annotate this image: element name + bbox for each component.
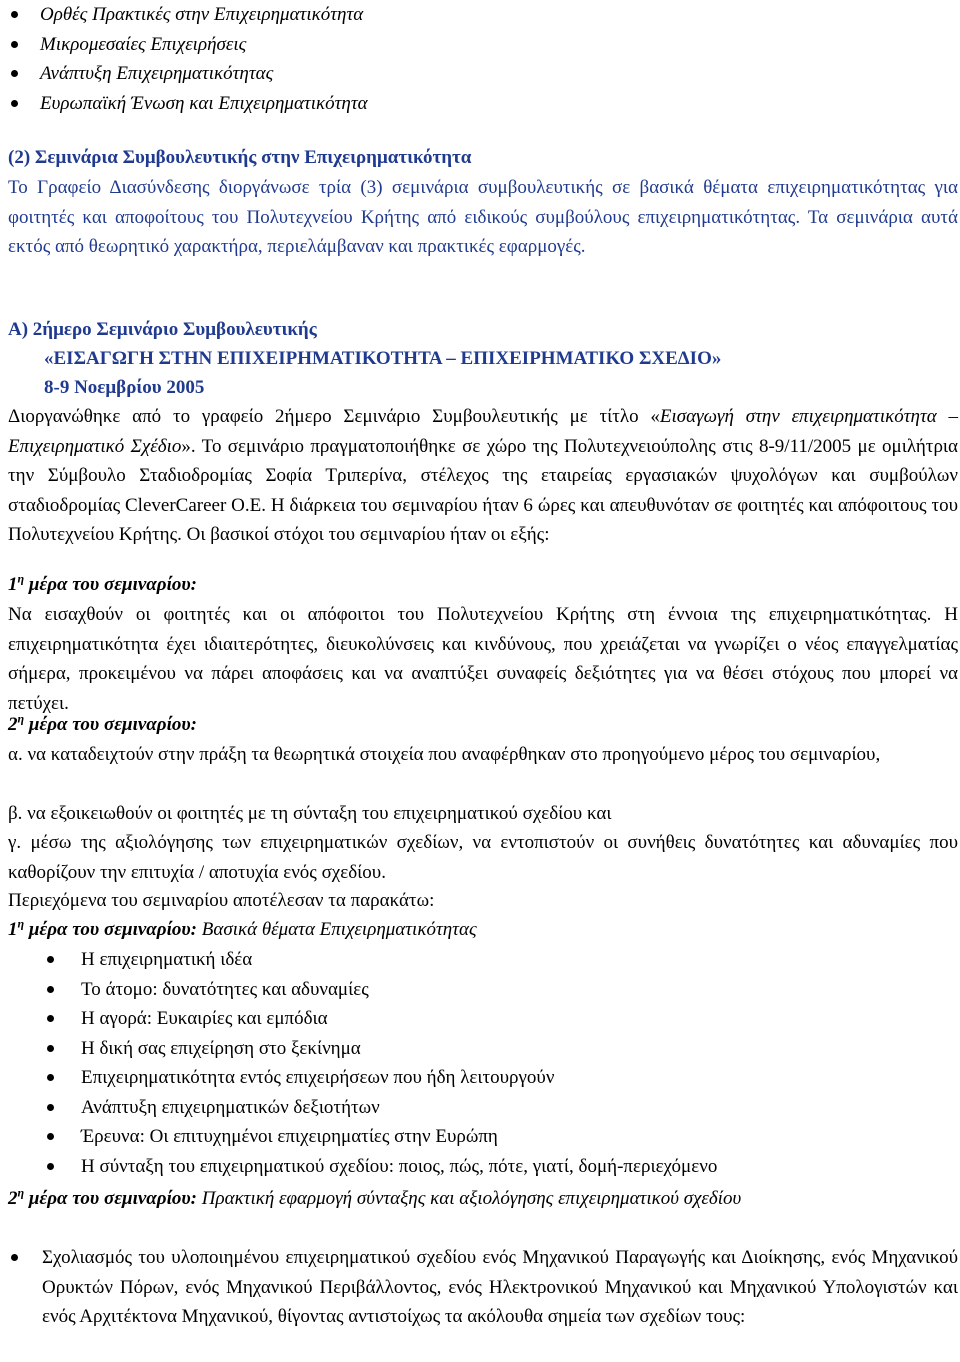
list-item: Η αγορά: Ευκαιρίες και εμπόδια — [0, 1004, 717, 1034]
seminar-title: Α) 2ήμερο Σεμινάριο Συμβουλευτικής — [8, 319, 317, 340]
list-item: Η δική σας επιχείρηση στο ξεκίνημα — [0, 1034, 717, 1064]
day2-goal-b: β. να εξοικειωθούν οι φοιτητές με τη σύνταξη του επιχειρηματικού σχεδίου και — [8, 803, 612, 824]
seminar-description: Διοργανώθηκε από το γραφείο 2ήμερο Σεμινάριο Συμβουλευτικής με τίτλο «Εισαγωγή στην επιχειρηματικότητα – Επιχειρηματικό Σχέδιο». Το σεμινάριο πραγματοποιήθηκε σε χώρο της Πολυτεχνειούπολης στις 8-9/11/2005 με ομιλήτρια την Σύμβουλο Σταδιοδρομίας Σοφία Τριπερίνα, στέλεχος της εταιρείας εργασιακών ψυχολόγων και συμβούλων σταδιοδρομίας CleverCareer O.E. Η διάρκεια του σεμιναρίου ήταν 6 ώρες και απευθυνόταν σε φοιτητές και απόφοιτους του Πολυτεχνείου Κρήτης. Οι βασικοί στόχοι του σεμιναρίου ήταν οι εξής: — [8, 406, 959, 545]
list-item: Ανάπτυξη Επιχειρηματικότητας — [0, 59, 368, 89]
intro-paragraph: Το Γραφείο Διασύνδεσης διοργάνωσε τρία (3) σεμινάρια συμβουλευτικής σε βασικά θέματα επιχειρηματικότητας για φοιτητές και αποφοίτους του Πολυτεχνείου Κρήτης από ειδικούς συμβούλους επιχειρηματικότητας. Τα σεμινάρια αυτά εκτός από θεωρητικό χαρακτήρα, περιελάμβαναν και πρακτικές εφαρμογές. — [8, 177, 958, 257]
bullet-icon — [11, 100, 18, 107]
list-item: Το άτομο: δυνατότητες και αδυναμίες — [0, 975, 717, 1005]
list-item: Η σύνταξη του επιχειρηματικού σχεδίου: ποιος, πώς, πότε, γιατί, δομή-περιεχόμενο — [0, 1152, 717, 1182]
list-item: Η επιχειρηματική ιδέα — [0, 945, 717, 975]
seminar-italic-title: Εισαγωγή στην επιχειρηματικότητα – Επιχειρηματικό Σχέδιο — [8, 406, 959, 457]
bullet-icon — [11, 11, 18, 18]
day1-contents-list — [0, 945, 717, 1181]
bullet-icon — [47, 1133, 54, 1140]
bullet-icon — [11, 41, 18, 48]
bullet-icon — [11, 70, 18, 77]
bullet-icon — [47, 956, 54, 963]
bullet-icon — [47, 1015, 54, 1022]
list-item: Ευρωπαϊκή Ένωση και Επιχειρηματικότητα — [0, 89, 368, 119]
bullet-icon — [47, 1104, 54, 1111]
list-item: Έρευνα: Οι επιτυχημένοι επιχειρηματίες στην Ευρώπη — [0, 1122, 717, 1152]
list-item: Μικρομεσαίες Επιχειρήσεις — [0, 30, 368, 60]
list-item: Ανάπτυξη επιχειρηματικών δεξιοτήτων — [0, 1093, 717, 1123]
list-item: Επιχειρηματικότητα εντός επιχειρήσεων που ήδη λειτουργούν — [0, 1063, 717, 1093]
bullet-icon — [47, 986, 54, 993]
day1-contents-heading: $1^\eta$ μέρα του σεμιναρίου: Βασικά θέματα Επιχειρηματικότητας — [8, 916, 477, 940]
seminar-subtitle: «ΕΙΣΑΓΩΓΗ ΣΤΗΝ ΕΠΙΧΕΙΡΗΜΑΤΙΚΟΤΗΤΑ – ΕΠΙΧΕΙΡΗΜΑΤΙΚΟ ΣΧΕΔΙΟ» — [44, 348, 722, 369]
bullet-icon — [47, 1045, 54, 1052]
bullet-icon — [11, 1254, 18, 1261]
bullet-icon — [47, 1074, 54, 1081]
bullet-icon — [47, 1163, 54, 1170]
day1-goals-text: Να εισαχθούν οι φοιτητές και οι απόφοιτοι του Πολυτεχνείου Κρήτης στη έννοια της επιχειρηματικότητας. Η επιχειρηματικότητα έχει ιδιαιτερότητες, διευκολύνσεις και κινδύνους, που χρειάζεται να γνωρίζει ο νέος επαγγελματίας σήμερα, προκειμένου να πάρει αποφάσεις και να αναπτύξει συναφείς δεξιότητες για να θέσει στόχους που μπορεί να πετύχει. — [8, 604, 958, 714]
list-item: Ορθές Πρακτικές στην Επιχειρηματικότητα — [0, 0, 368, 30]
contents-intro: Περιεχόμενα του σεμιναρίου αποτέλεσαν τα παρακάτω: — [8, 890, 435, 911]
day2-goal-a: α. να καταδειχτούν στην πράξη τα θεωρητικά στοιχεία που αναφέρθηκαν στο προηγούμενο μέρος του σεμιναρίου, — [8, 744, 881, 765]
section-heading: (2) Σεμινάρια Συμβουλευτικής στην Επιχειρηματικότητα — [8, 147, 472, 168]
day2-contents-heading: $2^\eta$ μέρα του σεμιναρίου: Πρακτική εφαρμογή σύνταξης και αξιολόγησης επιχειρηματικού σχεδίου — [8, 1185, 742, 1209]
day2-goal-c: γ. μέσω της αξιολόγησης των επιχειρηματικών σχεδίων, να εντοπιστούν οι συνήθεις δυνατότητες και αδυναμίες που καθορίζουν την επιτυχία / αποτυχία ενός σχεδίου. — [8, 832, 958, 883]
top-bullet-list — [0, 0, 368, 118]
day2-goals-heading: $2^\eta$ μέρα του σεμιναρίου: — [8, 711, 197, 735]
seminar-date: 8-9 Νοεμβρίου 2005 — [44, 377, 205, 398]
day2-contents-item: Σχολιασμός του υλοποιημένου επιχειρηματικού σχεδίου ενός Μηχανικού Παραγωγής και Διοίκησης, ενός Μηχανικού Ορυκτών Πόρων, ενός Μηχανικού Περιβάλλοντος, ενός Ηλεκτρονικού Μηχανικού και Μηχανικού Υπολογιστών και ενός Αρχιτέκτονα Μηχανικού, θίγοντας αντιστοίχως τα ακόλουθα σημεία των σχεδίων τους: — [42, 1247, 958, 1327]
day1-goals-heading: $1^\eta$ μέρα του σεμιναρίου: — [8, 571, 197, 595]
